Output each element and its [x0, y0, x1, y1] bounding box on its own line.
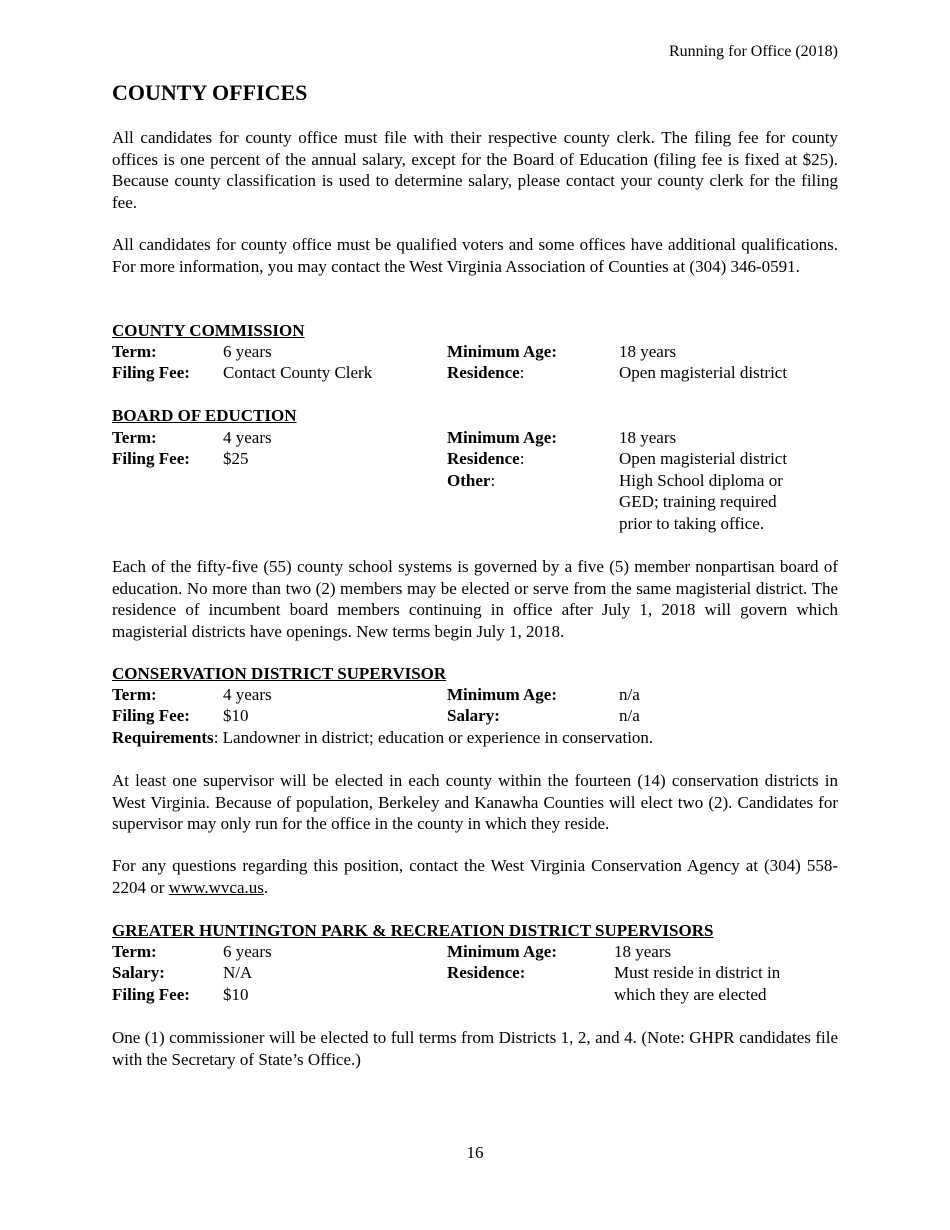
page-title: COUNTY OFFICES — [112, 80, 308, 105]
residence-label — [447, 448, 524, 470]
contact-period: . — [263, 877, 269, 897]
contact-text: For any questions regarding this position, contact the West Virginia Conservation Agency at (304) 558-2204 or — [112, 856, 838, 897]
county-commission-row-2 — [112, 362, 838, 384]
board-of-education-heading: BOARD OF EDUCTION — [112, 406, 297, 425]
ghpr-heading: GREATER HUNTINGTON PARK & RECREATION DISTRICT SUPERVISORS — [112, 921, 714, 940]
salary-label: Salary: — [447, 706, 500, 725]
filing-fee-value: $25 — [223, 449, 249, 468]
residence-value-line-1: Must reside in district in — [614, 963, 781, 982]
intro-paragraph-filing: All candidates for county office must file with their respective county clerk. The filing fee for county offices is one percent of the annual salary, except for the Board of Education (filing fee is fixed at $25). Because county classification is used to determine salary, please contact your county clerk for the filing fee. — [112, 128, 838, 212]
board-of-education-paragraph: Each of the fifty-five (55) county school systems is governed by a five (5) member nonpartisan board of education. No more than two (2) members may be elected or serve from the same magisterial district. The residence of incumbent board members continuing in office after July 1, 2018 will govern which magisterial districts have openings. New terms begin July 1, 2018. — [112, 557, 838, 641]
requirements-label: Requirements — [112, 728, 214, 747]
filing-fee-value: Contact County Clerk — [223, 363, 373, 382]
residence-label-text: Residence — [447, 363, 520, 382]
ghpr-row-2 — [112, 962, 838, 984]
residence-value-line-2: which they are elected — [614, 985, 767, 1004]
term-value: 6 years — [223, 942, 272, 961]
residence-label: Residence: — [447, 963, 526, 982]
term-label: Term: — [112, 342, 157, 361]
term-label: Term: — [112, 428, 157, 447]
requirements-text: : Landowner in district; education or experience in conservation. — [213, 728, 654, 747]
min-age-value: n/a — [619, 685, 640, 704]
min-age-value: 18 years — [619, 342, 677, 361]
filing-fee-label: Filing Fee: — [112, 706, 190, 725]
min-age-value: 18 years — [614, 942, 672, 961]
min-age-label: Minimum Age: — [447, 428, 558, 447]
salary-label: Salary: — [112, 963, 165, 982]
board-of-education-row-2 — [112, 448, 838, 470]
board-of-education-row-1 — [112, 427, 838, 449]
requirements-line — [112, 727, 653, 749]
board-of-education-row-5 — [112, 513, 838, 535]
board-of-education-row-4 — [112, 491, 838, 513]
conservation-requirements — [112, 727, 838, 749]
wvca-link[interactable]: www.wvca.us — [168, 877, 264, 897]
min-age-label: Minimum Age: — [447, 942, 558, 961]
residence-value: Open magisterial district — [619, 449, 788, 468]
conservation-paragraph-contact — [112, 855, 838, 898]
residence-value: Open magisterial district — [619, 363, 788, 382]
filing-fee-label: Filing Fee: — [112, 363, 190, 382]
other-value-line-1: High School diploma or — [619, 471, 783, 490]
filing-fee-value: $10 — [223, 985, 249, 1004]
conservation-row-2 — [112, 705, 838, 727]
residence-label-text: Residence — [447, 449, 520, 468]
county-commission-heading: COUNTY COMMISSION — [112, 321, 305, 340]
conservation-paragraph-election: At least one supervisor will be elected in each county within the fourteen (14) conservation districts in West Virginia. Because of population, Berkeley and Kanawha Counties will elect two (2). Candidates for supervisor may only run for the office in the county in which they reside. — [112, 771, 838, 833]
intro-paragraph-qualifications: All candidates for county office must be qualified voters and some offices have additional qualifications. For more information, you may contact the West Virginia Association of Counties at (304) 346-0591. — [112, 235, 838, 276]
other-colon: : — [490, 471, 496, 490]
min-age-label: Minimum Age: — [447, 685, 558, 704]
salary-value: n/a — [619, 706, 640, 725]
min-age-value: 18 years — [619, 428, 677, 447]
running-header: Running for Office (2018) — [669, 43, 838, 60]
term-label: Term: — [112, 685, 157, 704]
term-value: 6 years — [223, 342, 272, 361]
conservation-row-1 — [112, 684, 838, 706]
residence-colon: : — [519, 449, 525, 468]
board-of-education-row-3 — [112, 470, 838, 492]
conservation-heading: CONSERVATION DISTRICT SUPERVISOR — [112, 664, 447, 683]
salary-value: N/A — [223, 963, 253, 982]
residence-label — [447, 362, 524, 384]
county-commission-row-1 — [112, 341, 838, 363]
ghpr-paragraph: One (1) commissioner will be elected to full terms from Districts 1, 2, and 4. (Note: GHPR candidates file with the Secretary of State’s Office.) — [112, 1028, 838, 1069]
residence-colon: : — [519, 363, 525, 382]
page-number: 16 — [466, 1143, 484, 1162]
other-value-line-2: GED; training required — [619, 492, 777, 511]
other-label — [447, 470, 495, 492]
ghpr-row-1 — [112, 941, 838, 963]
ghpr-row-3 — [112, 984, 838, 1006]
other-value-line-3: prior to taking office. — [619, 514, 765, 533]
term-label: Term: — [112, 942, 157, 961]
filing-fee-value: $10 — [223, 706, 249, 725]
filing-fee-label: Filing Fee: — [112, 985, 190, 1004]
min-age-label: Minimum Age: — [447, 342, 558, 361]
filing-fee-label: Filing Fee: — [112, 449, 190, 468]
other-label-text: Other — [447, 471, 491, 490]
term-value: 4 years — [223, 428, 272, 447]
term-value: 4 years — [223, 685, 272, 704]
